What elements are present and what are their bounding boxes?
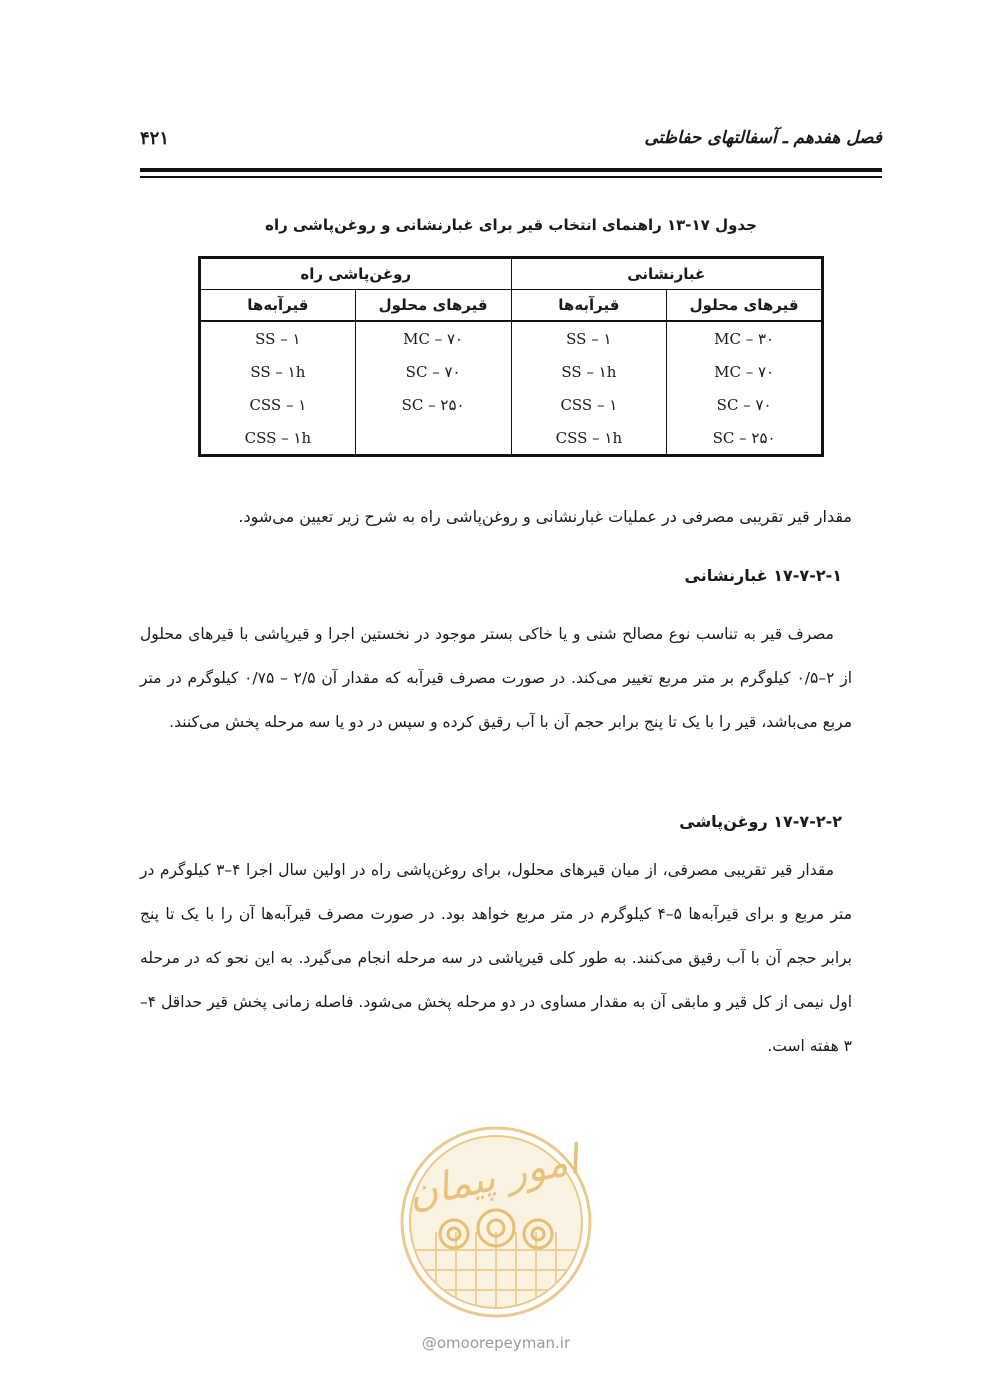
table-cell: SC – ۲۵۰	[667, 421, 823, 456]
column-header: قیرآبه‌ها	[200, 290, 356, 322]
table-row	[200, 321, 823, 355]
table-cell: CSS – ۱h	[200, 421, 356, 456]
group-header-dust-control: غبارنشانی	[511, 258, 823, 290]
table-row	[200, 421, 823, 456]
chapter-title: فصل هفدهم ـ آسفالتهای حفاظتی	[644, 128, 882, 148]
column-header: قیرهای محلول	[355, 290, 511, 322]
table-cell: SC – ۷۰	[355, 355, 511, 388]
section-paragraph-road-oiling: مقدار قیر تقریبی مصرفی، از میان قیرهای محلول، برای روغن‌پاشی راه در اولین سال اجرا ۴–۳ کیلوگرم در متر مربع و برای قیرآبه‌ها ۵–۴ کیلوگرم در متر مربع خواهد بود. در صورت مصرف قیرآبه‌ها آن را با یک تا پنج برابر حجم آن با آب رقیق می‌کنند. به طور کلی قیرپاشی در سه مرحله انجام می‌گیرد. به این نحو که در مرحله اول نیمی از کل قیر و مابقی آن به مقدار مساوی در دو مرحله پخش می‌شود. فاصله زمانی پخش قیر حداقل ۴–۳ هفته است.	[140, 861, 853, 1055]
table-cell: MC – ۷۰	[667, 355, 823, 388]
table-cell: MC – ۳۰	[667, 321, 823, 355]
table-cell: SS – ۱	[511, 321, 667, 355]
table-row	[200, 388, 823, 421]
table-cell: SC – ۲۵۰	[355, 388, 511, 421]
running-header	[140, 128, 882, 158]
table-cell: SC – ۷۰	[667, 388, 823, 421]
header-rule-thick	[140, 168, 882, 172]
table-cell: SS – ۱h	[511, 355, 667, 388]
column-header: قیرهای محلول	[667, 290, 823, 322]
table-caption: جدول ۱۷-۱۳ راهنمای انتخاب قیر برای غبارنشانی و روغن‌پاشی راه	[265, 216, 757, 234]
intro-paragraph: مقدار قیر تقریبی مصرفی در عملیات غبارنشانی و روغن‌پاشی راه به شرح زیر تعیین می‌شود.	[238, 507, 852, 526]
table-row	[200, 355, 823, 388]
section-paragraph-dust-control: مصرف قیر به تناسب نوع مصالح شنی و یا خاکی بستر موجود در نخستین اجرا و قیرپاشی با قیرهای محلول از ۲–۰/۵ کیلوگرم بر متر مربع تغییر می‌کند. در صورت مصرف قیرآبه که مقدار آن ۲/۵ – ۰/۷۵ کیلوگرم در متر مربع می‌باشد، قیر را با یک تا پنج برابر حجم آن با آب رقیق کرده و سپس در دو یا سه مرحله پخش می‌کنند.	[140, 625, 853, 731]
column-header: قیرآبه‌ها	[511, 290, 667, 322]
table-cell: CSS – ۱h	[511, 421, 667, 456]
watermark-caption: @omoorepeyman.ir	[421, 1334, 571, 1352]
page-number: ۴۲۱	[140, 128, 170, 149]
table-cell: MC – ۷۰	[355, 321, 511, 355]
bitumen-selection-table	[198, 256, 824, 457]
table-cell: SS – ۱	[200, 321, 356, 355]
section-heading-road-oiling: ۱۷-۷-۲-۲ روغن‌پاشی	[679, 812, 842, 831]
group-header-road-oiling: روغن‌پاشی راه	[200, 258, 512, 290]
table-cell: SS – ۱h	[200, 355, 356, 388]
table-cell: CSS – ۱	[511, 388, 667, 421]
header-rule-thin	[140, 176, 882, 178]
section-heading-dust-control: ۱۷-۷-۲-۱ غبارنشانی	[684, 566, 842, 585]
watermark-logo-text: امور پیمان	[403, 1136, 583, 1218]
table-cell	[355, 421, 511, 456]
table-cell: CSS – ۱	[200, 388, 356, 421]
watermark-logo	[396, 1122, 596, 1322]
